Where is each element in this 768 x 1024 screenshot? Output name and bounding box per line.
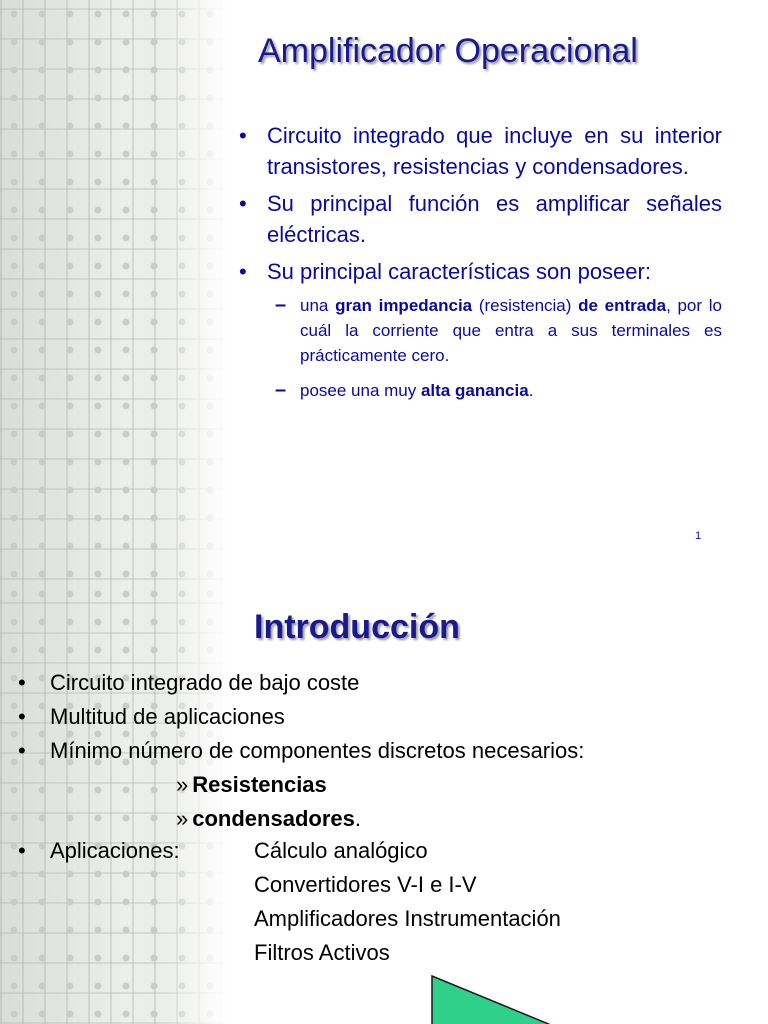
sub-bold-text: de entrada — [578, 296, 667, 315]
sub-text: . — [528, 381, 534, 400]
sub-text: (resistencia) — [472, 296, 579, 315]
sub-bullet-gain — [237, 378, 722, 403]
green-triangle-shape — [430, 974, 570, 1024]
sub-bold-text: alta ganancia — [420, 381, 529, 400]
bullet-item — [237, 188, 722, 250]
sub-text: posee una muy — [300, 381, 421, 400]
slide-1-title: Amplificador Operacional — [258, 32, 638, 70]
slide-2-title: Introducción — [254, 608, 460, 646]
bullet-text: Su principal características son poseer: — [267, 259, 651, 284]
sub-text: , por lo cuál la corriente que entra a sus terminales es prácticamente cero. — [300, 296, 722, 365]
sub-item-text: condensadores — [192, 806, 355, 831]
sub-item-condensadores — [176, 802, 361, 836]
slide-1-body — [237, 120, 722, 413]
sub-text: una — [300, 296, 336, 315]
bullet-text: Su principal función es amplificar señales eléctricas. — [267, 191, 722, 247]
sub-bullet-impedance — [237, 293, 722, 368]
sub-bold-text: gran impedancia — [335, 296, 473, 315]
bullet-text: Circuito integrado de bajo coste — [50, 670, 360, 695]
chevron-icon: » — [176, 772, 189, 797]
application-item: Filtros Activos — [254, 940, 390, 965]
bullet-icon: • — [239, 259, 247, 284]
bullet-icon: • — [239, 191, 247, 216]
applications-label: Aplicaciones: — [50, 838, 180, 863]
bullet-icon: • — [18, 838, 26, 863]
bullet-text: Circuito integrado que incluye en su interior transistores, resistencias y condensadores. — [267, 123, 722, 179]
bullet-icon: • — [18, 738, 26, 763]
circuit-board-background — [0, 0, 228, 580]
bullet-text: Multitud de aplicaciones — [50, 704, 285, 729]
application-item: Convertidores V-I e I-V — [254, 872, 477, 897]
bullet-icon: • — [18, 704, 26, 729]
slide-2 — [0, 580, 768, 1024]
bullet-icon: • — [18, 670, 26, 695]
application-item: Cálculo analógico — [254, 838, 428, 863]
chevron-icon: » — [176, 806, 189, 831]
dash-icon: – — [275, 294, 287, 316]
triangle-polygon — [432, 976, 568, 1024]
sub-item-resistencias — [176, 768, 327, 802]
dash-icon: – — [275, 379, 287, 401]
page-number: 1 — [695, 530, 702, 542]
bullet-text: Mínimo número de componentes discretos necesarios: — [50, 738, 585, 763]
sub-item-suffix: . — [354, 806, 361, 831]
bullet-item — [237, 120, 722, 182]
bullet-item — [237, 256, 722, 287]
sub-item-text: Resistencias — [192, 772, 327, 797]
application-item: Amplificadores Instrumentación — [254, 906, 561, 931]
bullet-icon: • — [239, 123, 247, 148]
